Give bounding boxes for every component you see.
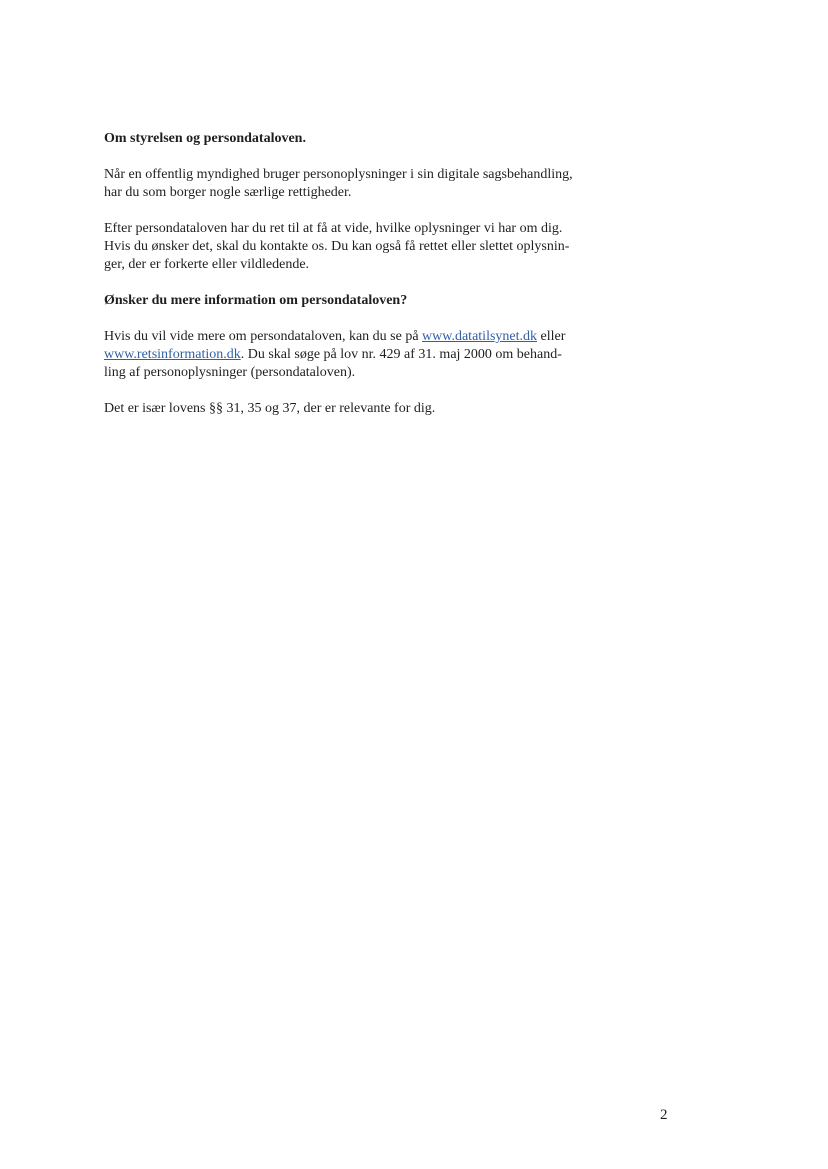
- paragraph-line: har du som borger nogle særlige rettigheder.: [104, 185, 352, 200]
- link-retsinformation[interactable]: www.retsinformation.dk: [104, 347, 241, 362]
- paragraph-line: ling af personoplysninger (persondataloven).: [104, 365, 356, 380]
- paragraph-line: Når en offentlig myndighed bruger personoplysninger i sin digitale sagsbehandling,: [104, 167, 573, 182]
- paragraph-line: Efter persondataloven har du ret til at få at vide, hvilke oplysninger vi har om dig.: [104, 221, 563, 236]
- paragraph-relevant-sections: Det er især lovens §§ 31, 35 og 37, der er relevante for dig.: [104, 401, 436, 416]
- paragraph-text: . Du skal søge på lov nr. 429 af 31. maj 2000 om behand-: [240, 347, 562, 362]
- link-datatilsynet[interactable]: www.datatilsynet.dk: [422, 329, 538, 344]
- section-heading-about: Om styrelsen og persondataloven.: [104, 131, 306, 146]
- paragraph-line: ger, der er forkerte eller vildledende.: [104, 257, 310, 272]
- paragraph-text: eller: [537, 329, 566, 344]
- paragraph-line: [104, 328, 624, 346]
- paragraph-line: [104, 346, 624, 364]
- paragraph-rights: [104, 166, 624, 202]
- paragraph-more-info: [104, 328, 624, 382]
- paragraph-text: Hvis du vil vide mere om persondataloven, kan du se på: [104, 329, 423, 344]
- page-number: 2: [660, 1107, 668, 1123]
- document-body: [104, 130, 624, 436]
- paragraph-line: Hvis du ønsker det, skal du kontakte os. Du kan også få rettet eller slettet oplysnin-: [104, 239, 570, 254]
- section-heading-more-info: Ønsker du mere information om persondataloven?: [104, 293, 408, 308]
- paragraph-access: [104, 220, 624, 274]
